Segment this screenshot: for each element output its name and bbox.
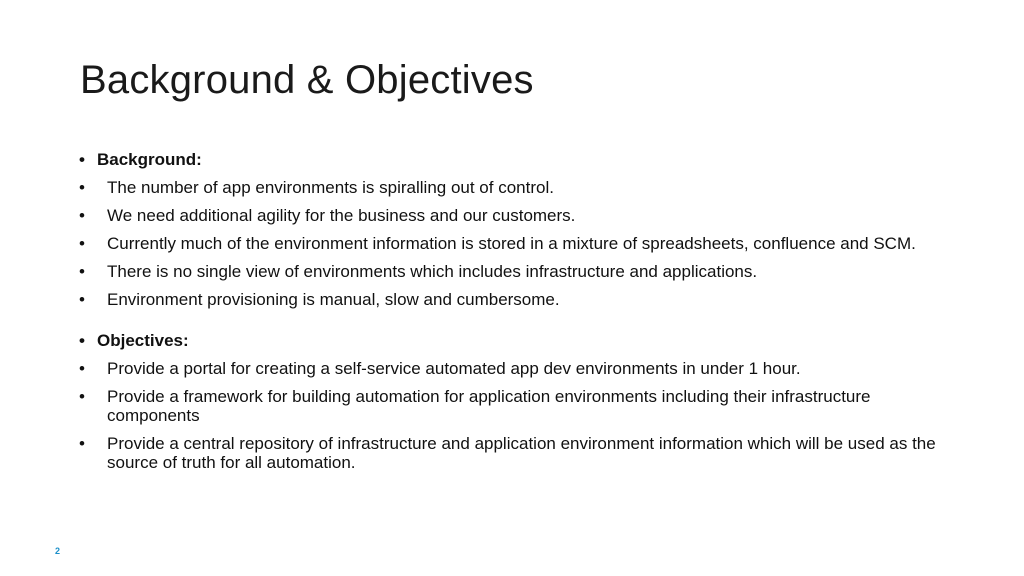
background-item: • Environment provisioning is manual, slow and cumbersome. (78, 290, 958, 309)
background-item: • The number of app environments is spiralling out of control. (78, 178, 958, 197)
background-heading: • Background: (78, 150, 958, 169)
background-item: • Currently much of the environment information is stored in a mixture of spreadsheets, confluence and SCM. (78, 234, 958, 253)
background-item: • We need additional agility for the business and our customers. (78, 206, 958, 225)
objectives-heading: • Objectives: (78, 331, 958, 350)
page-number: 2 (55, 546, 61, 556)
background-section (78, 150, 958, 309)
objectives-item: • Provide a central repository of infrastructure and application environment information which will be used as the source of truth for all automation. (78, 434, 958, 472)
slide-title: Background & Objectives (80, 58, 534, 102)
background-item: • There is no single view of environments which includes infrastructure and applications. (78, 262, 958, 281)
objectives-section (78, 331, 958, 472)
objectives-item: • Provide a framework for building automation for application environments including their infrastructure components (78, 387, 958, 425)
objectives-item: • Provide a portal for creating a self-service automated app dev environments in under 1 hour. (78, 359, 958, 378)
bullet-list (78, 150, 958, 481)
